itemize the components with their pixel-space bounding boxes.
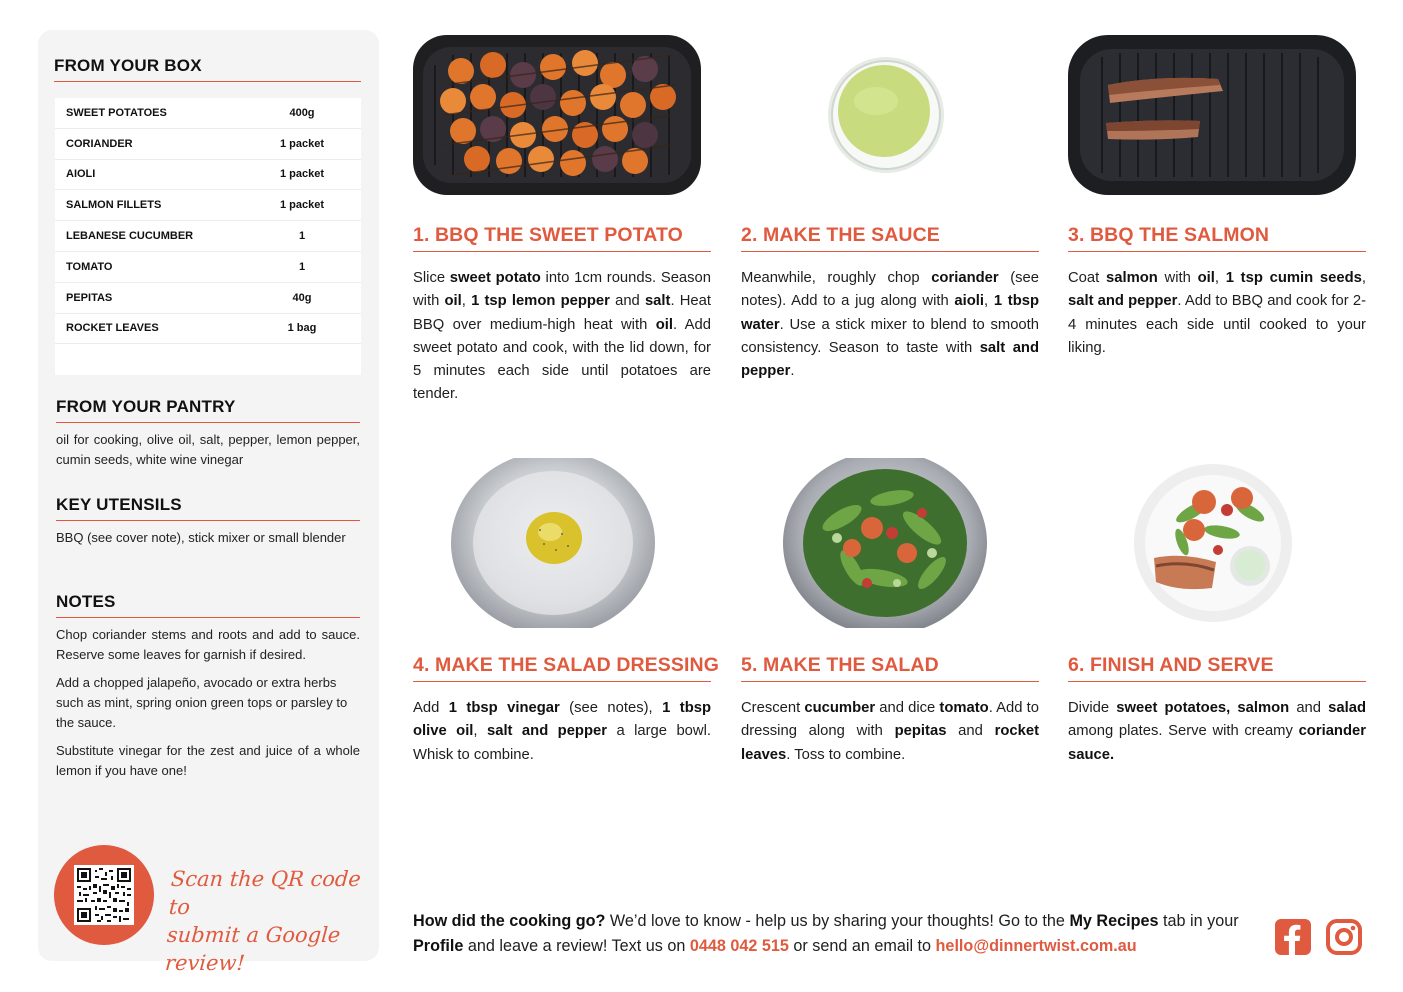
ingredient-name: ROCKET LEAVES bbox=[66, 322, 159, 335]
notes-title: NOTES bbox=[56, 592, 360, 618]
footer-question: How did the cooking go? bbox=[413, 912, 606, 930]
ingredients-table bbox=[55, 98, 361, 375]
ingredient-qty: 40g bbox=[292, 291, 312, 304]
step-1-text: Slice sweet potato into 1cm rounds. Season with oil, 1 tsp lemon pepper and salt. Heat BBQ over medium-high heat with oil. Add sweet potato and cook, with the lid down, for 5 minutes each side until potatoes are tender. bbox=[413, 270, 712, 403]
facebook-icon[interactable] bbox=[1274, 918, 1312, 956]
notes-list bbox=[56, 625, 360, 789]
ingredient-qty: 1 packet bbox=[279, 168, 325, 181]
ingredient-qty: 1 packet bbox=[279, 199, 325, 212]
step-1-title: 1. BBQ THE SWEET POTATO bbox=[413, 224, 711, 252]
sidebar bbox=[38, 30, 379, 975]
ingredient-name: LEBANESE CUCUMBER bbox=[66, 230, 194, 243]
table-row bbox=[55, 314, 361, 345]
qr-badge bbox=[54, 845, 154, 945]
email-link[interactable]: hello@dinnertwist.com.au bbox=[935, 937, 1137, 955]
step-2-image bbox=[826, 55, 946, 175]
step-3-image bbox=[1068, 35, 1356, 195]
step-5-image bbox=[782, 458, 988, 628]
step-6-title: 6. FINISH AND SERVE bbox=[1068, 654, 1366, 682]
instagram-icon[interactable] bbox=[1325, 918, 1363, 956]
note-item: Add a chopped jalapeño, avocado or extra herbs such as mint, spring onion green tops or parsley to the sauce. bbox=[56, 675, 348, 730]
phone-link[interactable]: 0448 042 515 bbox=[689, 937, 789, 955]
ingredient-name: SALMON FILLETS bbox=[66, 199, 162, 212]
profile-link[interactable]: Profile bbox=[413, 937, 464, 955]
table-row bbox=[55, 129, 361, 160]
qr-caption-line: submit a Google review! bbox=[164, 923, 342, 975]
from-your-pantry-title: FROM YOUR PANTRY bbox=[56, 397, 360, 423]
step-2-text: Meanwhile, roughly chop coriander (see notes). Add to a jug along with aioli, 1 tbsp water. Use a stick mixer to blend to smooth consistency. Season to taste with salt and pepper. bbox=[741, 270, 1040, 380]
ingredient-qty: 1 bag bbox=[287, 322, 317, 335]
step-6-text: Divide sweet potatoes, salmon and salad among plates. Serve with creamy coriander sauce. bbox=[1068, 700, 1366, 763]
step-5-title: 5. MAKE THE SALAD bbox=[741, 654, 1039, 682]
utensils-text: BBQ (see cover note), stick mixer or small blender bbox=[56, 530, 346, 545]
step-1-image bbox=[413, 35, 701, 195]
ingredient-name: TOMATO bbox=[66, 260, 113, 273]
ingredient-name: SWEET POTATOES bbox=[66, 106, 167, 119]
step-2-title: 2. MAKE THE SAUCE bbox=[741, 224, 1039, 252]
ingredient-name: CORIANDER bbox=[66, 137, 133, 150]
note-item: Chop coriander stems and roots and add to sauce. Reserve some leaves for garnish if desired. bbox=[56, 627, 360, 662]
table-row bbox=[55, 98, 361, 129]
ingredient-qty: 1 packet bbox=[279, 137, 325, 150]
key-utensils-title: KEY UTENSILS bbox=[56, 495, 360, 521]
step-3-title: 3. BBQ THE SALMON bbox=[1068, 224, 1366, 252]
ingredient-name: PEPITAS bbox=[66, 291, 113, 304]
ingredient-qty: 400g bbox=[289, 106, 315, 119]
step-3-text: Coat salmon with oil, 1 tsp cumin seeds, salt and pepper. Add to BBQ and cook for 2-4 minutes each side until cooked to your liking. bbox=[1068, 270, 1366, 356]
pantry-text: oil for cooking, olive oil, salt, pepper, lemon pepper, cumin seeds, white wine vinegar bbox=[56, 432, 360, 467]
table-row bbox=[55, 160, 361, 191]
ingredient-name: AIOLI bbox=[66, 168, 96, 181]
table-row bbox=[55, 283, 361, 314]
step-5-text: Crescent cucumber and dice tomato. Add to dressing along with pepitas and rocket leaves. Toss to combine. bbox=[741, 700, 1040, 763]
note-item: Substitute vinegar for the zest and juice of a whole lemon if you have one! bbox=[56, 743, 360, 778]
table-row bbox=[55, 221, 361, 252]
ingredient-qty: 1 bbox=[298, 230, 306, 243]
from-your-box-title: FROM YOUR BOX bbox=[54, 56, 361, 82]
qr-caption bbox=[164, 865, 372, 977]
qr-caption-line: Scan the QR code to bbox=[168, 867, 362, 919]
step-4-title: 4. MAKE THE SALAD DRESSING bbox=[413, 654, 711, 682]
qr-code-icon[interactable] bbox=[74, 865, 134, 925]
step-6-image bbox=[1132, 462, 1294, 624]
table-row bbox=[55, 252, 361, 283]
step-4-text: Add 1 tbsp vinegar (see notes), 1 tbsp olive oil, salt and pepper a large bowl. Whisk to combine. bbox=[413, 700, 711, 763]
ingredient-qty: 1 bbox=[298, 260, 306, 273]
table-row bbox=[55, 190, 361, 221]
step-4-image bbox=[450, 458, 656, 628]
my-recipes-link[interactable]: My Recipes bbox=[1069, 912, 1159, 930]
review-footer: How did the cooking go? We’d love to know - help us by sharing your thoughts! Go to the My Recipes tab in your Profile and leave a review! Text us on 0448 042 515 or send an email to hello@dinnertwist.com.au bbox=[413, 912, 1239, 955]
